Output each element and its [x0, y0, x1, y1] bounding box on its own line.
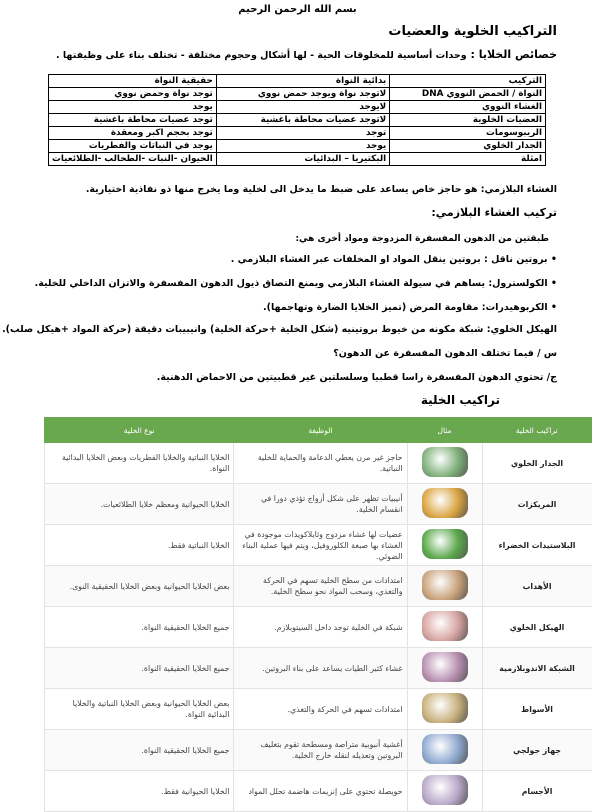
- bullet-text: بروتين ناقل : بروتين ينقل المواد او المخلفات عبر الغشاء البلازمي .: [230, 254, 548, 265]
- comparison-cell: الريبوسومات: [390, 127, 546, 140]
- bullet-text: الكولسترول: يساهم في سيولة الغشاء البلازمي ويمنع التصاق ذيول الدهون المفسفرة والاتزان الداخلي للخلية.: [34, 278, 548, 289]
- cell-properties: خصائص الخلايا : وحدات أساسية للمخلوقات الحية - لها أشكال وحجوم مختلفة - تختلف بناء على وظيفتها .: [55, 48, 557, 61]
- comparison-cell: بدائية النواة: [216, 75, 389, 88]
- organelle-image: [422, 734, 468, 764]
- col-function: الوظيفة: [234, 418, 407, 443]
- organelle-row: [45, 771, 592, 812]
- membrane-structure-title: تركيب الغشاء البلازمي:: [431, 206, 557, 219]
- organelle-cell-type: جميع الخلايا الحقيقية النواة.: [45, 730, 234, 771]
- organelle-cell-type: بعض الخلايا الحيوانية وبعض الخلايا الحقيقية النوى.: [45, 566, 234, 607]
- organelle-function: حويصلة تحتوي على إنزيمات هاضمة تحلل المواد: [234, 771, 407, 812]
- organelle-example: [407, 525, 482, 566]
- organelle-function: غشاء كثير الطيات يساعد على بناء البروتين.: [234, 648, 407, 689]
- organelle-cell-type: جميع الخلايا الحقيقية النواة.: [45, 607, 234, 648]
- organelle-cell-type: الخلايا النباتية والخلايا الفطريات وبعض الخلايا البدائية النواة.: [45, 443, 234, 484]
- organelle-name: البلاستيدات الخضراء: [482, 525, 591, 566]
- organelle-example: [407, 443, 482, 484]
- organelle-function: شبكة في الخلية توجد داخل السيتوبلازم.: [234, 607, 407, 648]
- organelle-name: الشبكة الاندوبلازمية: [482, 648, 591, 689]
- col-example: مثال: [407, 418, 482, 443]
- comparison-cell: يوجد في النباتات والفطريات: [49, 140, 217, 153]
- organelle-function: امتدادات تسهم في الحركة والتغذي.: [234, 689, 407, 730]
- comparison-cell: توجد: [216, 127, 389, 140]
- organelle-name: الأسواط: [482, 689, 591, 730]
- organelle-row: [45, 443, 592, 484]
- organelle-example: [407, 648, 482, 689]
- organelle-name: الهيكل الخلوي: [482, 607, 591, 648]
- comparison-cell: توجد نواة وحمض نووي: [49, 88, 217, 101]
- organelle-cell-type: جميع الخلايا الحقيقية النواة.: [45, 648, 234, 689]
- organelle-name: الجدار الخلوي: [482, 443, 591, 484]
- organelle-row: [45, 566, 592, 607]
- organelle-function: امتدادات من سطح الخلية تسهم في الحركة والتغذي، وسحب المواد نحو سطح الخلية.: [234, 566, 407, 607]
- organelle-name: الأجسام: [482, 771, 591, 812]
- comparison-cell: العضيات الخلوية: [390, 114, 546, 127]
- organelle-image: [422, 693, 468, 723]
- comparison-cell: امثلة: [390, 153, 546, 166]
- organelle-image: [422, 447, 468, 477]
- comparison-cell: الجدار الخلوي: [390, 140, 546, 153]
- properties-text: وحدات أساسية للمخلوقات الحية - لها أشكال وحجوم مختلفة - تختلف بناء على وظيفتها .: [55, 50, 467, 61]
- comparison-cell: توجد بحجم اكبر ومعقدة: [49, 127, 217, 140]
- comparison-cell: توجد عضيات محاطة باغشية: [49, 114, 217, 127]
- organelle-example: [407, 771, 482, 812]
- organelle-example: [407, 730, 482, 771]
- organelle-example: [407, 689, 482, 730]
- organelle-row: [45, 730, 592, 771]
- membrane-bullet-3: • الكربوهيدرات: مقاومة المرض (تميز الخلايا الضارة وتهاجمها).: [263, 302, 557, 313]
- comparison-cell: الغشاء النووي: [390, 101, 546, 114]
- comparison-cell: النواة / الحمض النووي DNA: [390, 88, 546, 101]
- organelle-row: [45, 689, 592, 730]
- comparison-cell: لاتوجد عضيات محاطة باغشية: [216, 114, 389, 127]
- comparison-header-row: [49, 75, 546, 88]
- organelle-example: [407, 607, 482, 648]
- organelle-image: [422, 488, 468, 518]
- comparison-cell: التركيب: [390, 75, 546, 88]
- organelle-name: الأهداب: [482, 566, 591, 607]
- comparison-row: [49, 140, 546, 153]
- organelle-function: أغشية أنبوبية متراصة ومسطحة تقوم بتغليف البروتين وتعديله لنقله خارج الخلية.: [234, 730, 407, 771]
- col-cell-type: نوع الخلية: [45, 418, 234, 443]
- comparison-cell: يوجد: [49, 101, 217, 114]
- organelles-table: [44, 417, 592, 812]
- organelles-header-row: [45, 418, 592, 443]
- comparison-cell: حقيقية النواة: [49, 75, 217, 88]
- organelle-image: [422, 775, 468, 805]
- membrane-definition: الغشاء البلازمي: هو حاجز خاص يساعد على ضبط ما يدخل الى لخلية وما يخرج منها ذو نفاذية اختيارية.: [85, 184, 557, 195]
- cytoskeleton-definition: الهيكل الخلوي: شبكة مكونه من خيوط بروتينيه (شكل الخلية +حركة الخلية) وانيبيبات دقيقة (حركة المواد +هيكل صلب).: [2, 324, 557, 335]
- organelle-row: [45, 607, 592, 648]
- organelle-name: المريكزات: [482, 484, 591, 525]
- comparison-cell: البكتيريا – البدائيات: [216, 153, 389, 166]
- organelle-row: [45, 648, 592, 689]
- membrane-layers: طبقتين من الدهون المفسفرة المزدوجة ومواد أخرى هي:: [295, 234, 549, 244]
- organelle-row: [45, 525, 592, 566]
- comparison-row: [49, 127, 546, 140]
- organelle-image: [422, 652, 468, 682]
- organelle-image: [422, 611, 468, 641]
- organelle-function: عضيات لها غشاء مزدوج وثايلاكويدات موجودة في الغشاء بها صبغة الكلوروفيل، ويتم فيها عملية البناء الضوئي.: [234, 525, 407, 566]
- question: س / فيما تختلف الدهون المفسفرة عن الدهون؟: [333, 348, 557, 359]
- bullet-text: الكربوهيدرات: مقاومة المرض (تميز الخلايا الضارة وتهاجمها).: [263, 302, 548, 313]
- comparison-table: [48, 74, 546, 166]
- answer: ج/ تحتوي الدهون المفسفرة راسا قطبيا وسلسلتين غير قطبيتين من الاحماض الدهنية.: [156, 372, 557, 383]
- organelle-function: أنيبيات تظهر على شكل أزواج تؤدي دورا في انقسام الخلية.: [234, 484, 407, 525]
- col-structure: تراكيب الخلية: [482, 418, 591, 443]
- organelle-function: حاجز غير مرن يعطي الدعامة والحماية للخلية النباتية.: [234, 443, 407, 484]
- organelle-cell-type: بعض الخلايا الحيوانية وبعض الخلايا النباتية والخلايا البدائية النواة.: [45, 689, 234, 730]
- membrane-bullet-1: • بروتين ناقل : بروتين ينقل المواد او المخلفات عبر الغشاء البلازمي .: [230, 254, 557, 265]
- organelle-example: [407, 484, 482, 525]
- organelle-image: [422, 529, 468, 559]
- comparison-cell: لاتوجد نواة ويوجد حمض نووي: [216, 88, 389, 101]
- comparison-cell: الحيوان -النبات -الطحالب -الطلائعيات: [49, 153, 217, 166]
- comparison-row: [49, 153, 546, 166]
- organelle-image: [422, 570, 468, 600]
- comparison-row: [49, 114, 546, 127]
- organelle-cell-type: الخلايا النباتية فقط.: [45, 525, 234, 566]
- page-title: التراكيب الخلوية والعضيات: [388, 24, 557, 39]
- basmala: بسم الله الرحمن الرحيم: [238, 4, 357, 15]
- comparison-row: [49, 101, 546, 114]
- comparison-cell: لايوجد: [216, 101, 389, 114]
- membrane-bullet-2: • الكولسترول: يساهم في سيولة الغشاء البلازمي ويمنع التصاق ذيول الدهون المفسفرة والاتزان الداخلي للخلية.: [34, 278, 557, 289]
- comparison-cell: يوجد: [216, 140, 389, 153]
- organelles-title: تراكيب الخلية: [420, 393, 500, 407]
- organelle-cell-type: الخلايا الحيوانية ومعظم خلايا الطلائعيات.: [45, 484, 234, 525]
- organelle-cell-type: الخلايا الحيوانية فقط.: [45, 771, 234, 812]
- organelle-row: [45, 484, 592, 525]
- comparison-row: [49, 88, 546, 101]
- properties-label: خصائص الخلايا: [478, 48, 557, 61]
- organelle-example: [407, 566, 482, 607]
- organelle-name: جهاز جولجي: [482, 730, 591, 771]
